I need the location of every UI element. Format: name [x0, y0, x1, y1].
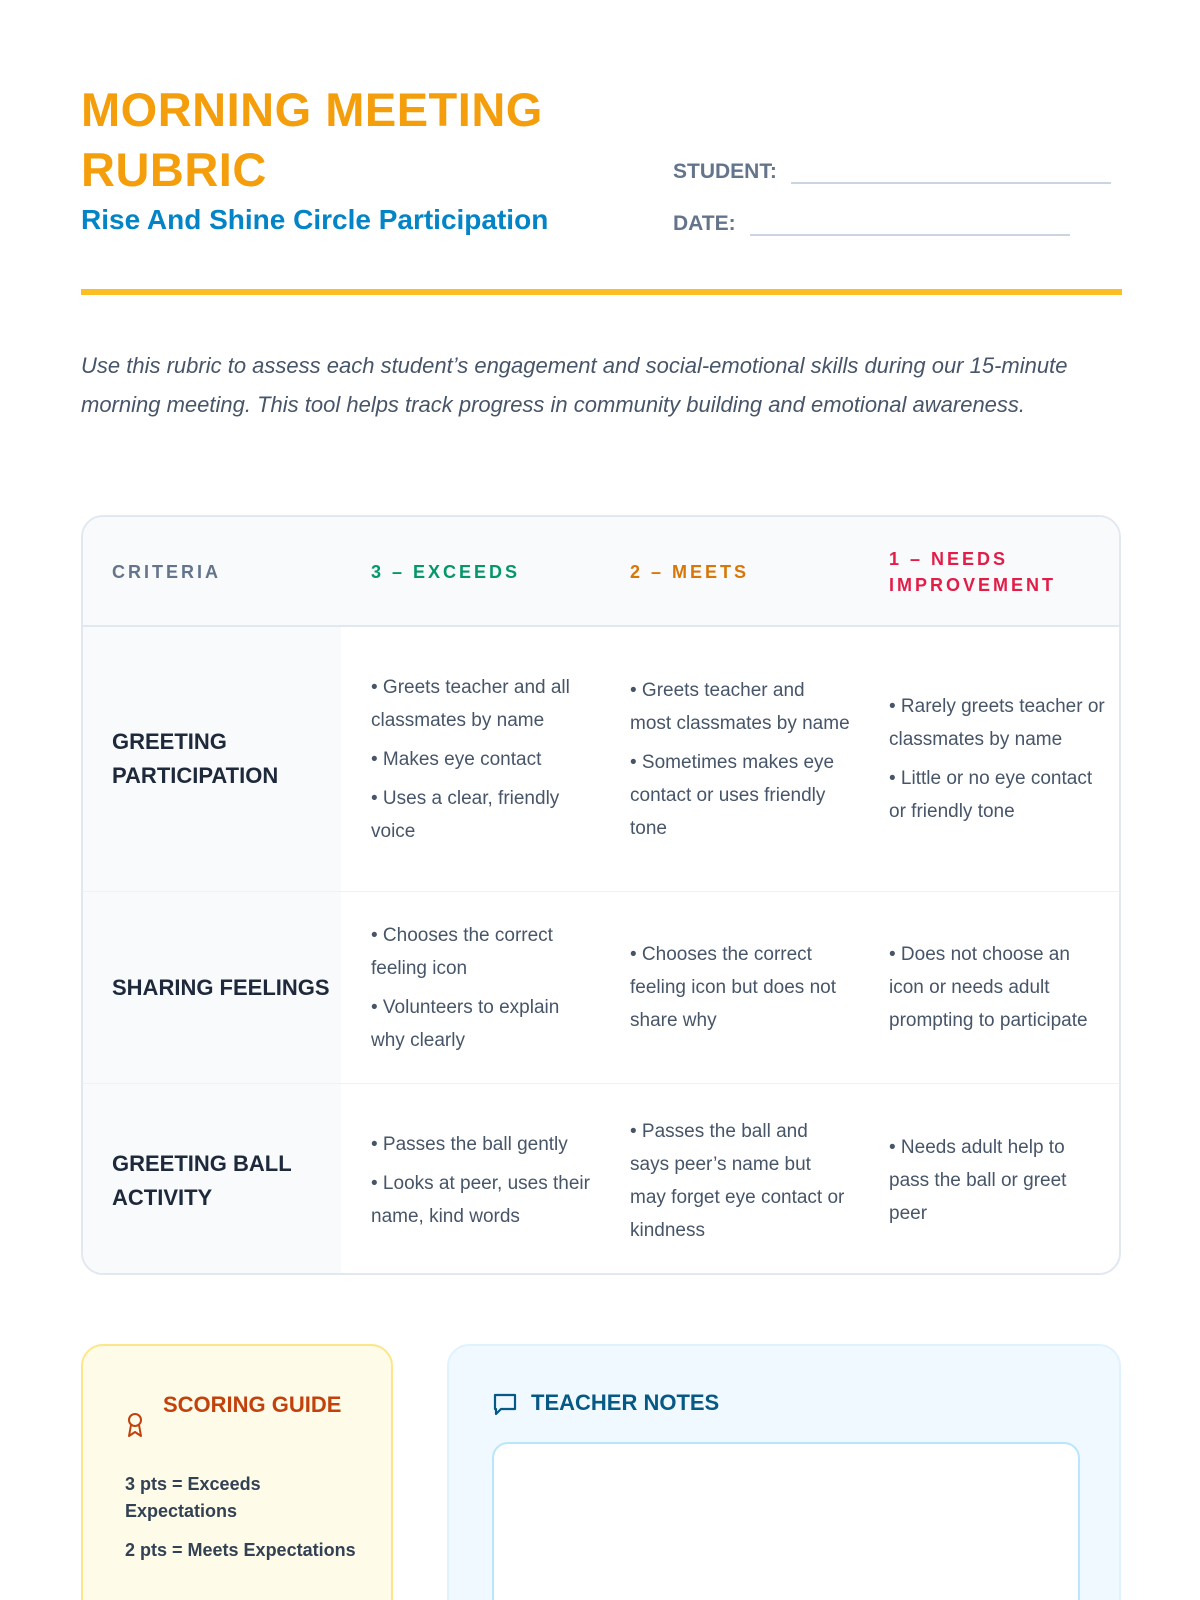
needs-cell [889, 1084, 1109, 1275]
header-needs-improvement: 1 – NEEDS IMPROVEMENT [889, 549, 1057, 595]
table-row [83, 627, 1121, 892]
scoring-guide-title: SCORING GUIDE [163, 1392, 342, 1417]
teacher-notes-textarea[interactable] [492, 1442, 1080, 1600]
criteria-cell: GREETING BALL ACTIVITY [83, 1084, 341, 1275]
list-item: • Uses a clear, friendly voice [371, 787, 560, 842]
list-item: • Passes the ball gently [371, 1134, 568, 1155]
list-item: • Chooses the correct feeling icon but does not share why [630, 944, 836, 1031]
student-field [673, 160, 1111, 184]
meets-cell [630, 892, 850, 1083]
date-input-line[interactable] [750, 212, 1070, 236]
list-item: • Looks at peer, uses their name, kind words [371, 1173, 590, 1227]
header [81, 80, 1122, 295]
list-item: • Makes eye contact [371, 748, 542, 770]
speech-bubble-icon [492, 1391, 518, 1417]
page-subtitle: Rise And Shine Circle Participation [81, 204, 549, 235]
list-item: • Needs adult help to pass the ball or greet peer [889, 1137, 1067, 1224]
page-title: MORNING MEETING RUBRIC [81, 83, 543, 196]
table-row [83, 892, 1121, 1084]
list-item: • Volunteers to explain why clearly [371, 996, 560, 1051]
needs-cell [889, 627, 1109, 891]
header-exceeds: 3 – EXCEEDS [371, 562, 521, 582]
teacher-notes-card [447, 1344, 1121, 1600]
list-item: 3 pts = Exceeds Expectations [125, 1474, 261, 1521]
list-item: • Little or no eye contact or friendly tone [889, 768, 1093, 822]
meets-cell [630, 627, 850, 891]
teacher-notes-title: TEACHER NOTES [531, 1390, 720, 1415]
rubric-header-row [83, 517, 1121, 627]
list-item: • Passes the ball and says peer’s name but may forget eye contact or kindness [630, 1120, 845, 1241]
meets-cell [630, 1084, 850, 1275]
list-item: • Greets teacher and all classmates by name [371, 676, 570, 731]
criteria-cell: GREETING PARTICIPATION [83, 627, 341, 891]
award-ribbon-icon [125, 1412, 145, 1438]
criteria-cell: SHARING FEELINGS [83, 892, 341, 1083]
scoring-guide-list [125, 1471, 365, 1576]
list-item: 2 pts = Meets Expectations [125, 1540, 356, 1560]
student-label: STUDENT: [673, 160, 777, 183]
date-field [673, 212, 1070, 236]
date-label: DATE: [673, 212, 736, 235]
table-row [83, 1084, 1121, 1275]
list-item: • Sometimes makes eye contact or uses friendly tone [630, 751, 835, 839]
needs-cell [889, 892, 1109, 1083]
rubric-table [81, 515, 1121, 1275]
student-input-line[interactable] [791, 160, 1111, 184]
exceeds-cell [371, 627, 591, 891]
scoring-guide-card [81, 1344, 393, 1600]
header-criteria: CRITERIA [112, 562, 221, 582]
header-meets: 2 – MEETS [630, 562, 750, 582]
exceeds-cell [371, 892, 591, 1083]
list-item: • Greets teacher and most classmates by name [630, 679, 850, 734]
exceeds-cell [371, 1084, 591, 1275]
list-item: • Rarely greets teacher or classmates by name [889, 696, 1105, 750]
list-item: • Chooses the correct feeling icon [371, 924, 553, 979]
list-item: • Does not choose an icon or needs adult prompting to participate [889, 944, 1088, 1031]
intro-text: Use this rubric to assess each student’s engagement and social-emotional skills during our 15-minute morning meeting. This tool helps track progress in community building and emotional awareness. [81, 353, 1068, 417]
